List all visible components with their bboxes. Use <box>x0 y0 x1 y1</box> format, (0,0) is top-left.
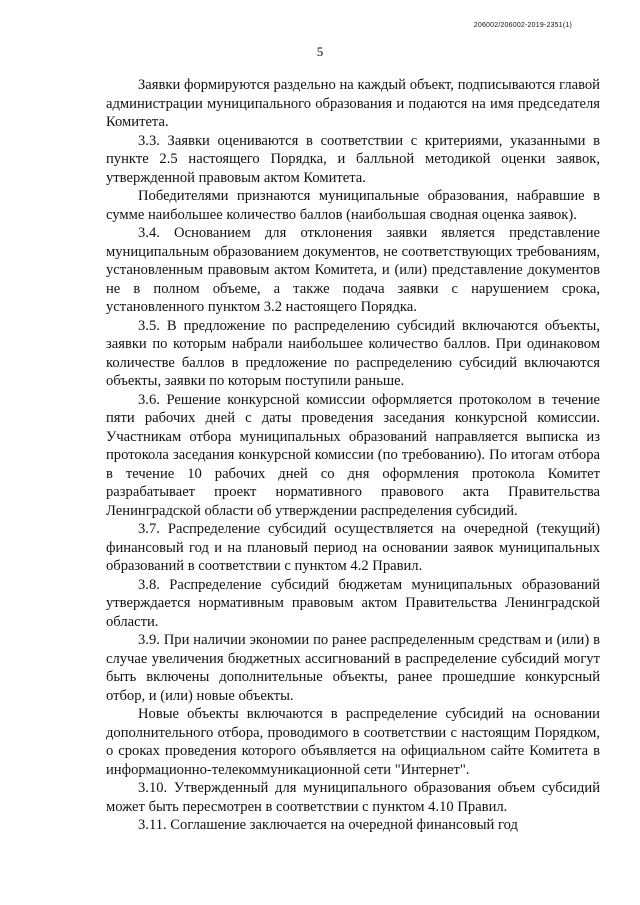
paragraph-applications-formation: Заявки формируются раздельно на каждый объект, подписываются главой администрации муниципального образования и подаются на имя председателя Комитета. <box>106 77 600 130</box>
paragraph-new-objects: Новые объекты включаются в распределение субсидий на основании дополнительного отбора, проводимого в соответствии с настоящим Порядком, о сроках проведения которого объявляется на официальном сайте Комитета в информационно-телекоммуникационной сети "Интернет". <box>106 706 600 778</box>
paragraph-3-8: 3.8. Распределение субсидий бюджетам муниципальных образований утверждается нормативным правовым актом Правительства Ленинградской области. <box>106 576 600 630</box>
paragraph-3-10: 3.10. Утвержденный для муниципального образования объем субсидий может быть пересмотрен в соответствии с пунктом 4.10 Правил. <box>106 780 600 815</box>
paragraph-3-3: 3.3. Заявки оцениваются в соответствии с критериями, указанными в пункте 2.5 настоящего Порядка, и балльной методикой оценки заявок, утвержденной правовым актом Комитета. <box>106 132 600 186</box>
paragraph-3-5: 3.5. В предложение по распределению субсидий включаются объекты, заявки по которым набрали наибольшее количество баллов. При одинаковом количестве баллов в предложение по распределению субсидий включаются объекты, заявки по которым поступили раньше. <box>106 317 600 389</box>
paragraph-3-4: 3.4. Основанием для отклонения заявки является представление муниципальным образованием документов, не соответствующих требованиям, установленным правовым актом Комитета, и (или) представление документов не в полном объеме, а также подача заявки с нарушением срока, установленного пунктом 3.2 настоящего Порядка. <box>106 225 600 315</box>
paragraph-3-6: 3.6. Решение конкурсной комиссии оформляется протоколом в течение пяти рабочих дней с даты проведения заседания конкурсной комиссии. Участникам отбора муниципальных образований направляется выписка из протокола заседания конкурсной комиссии (по требованию). По итогам отбора в течение 10 рабочих дней со дня оформления протокола Комитет разрабатывает проект нормативного правового акта Правительства Ленинградской области об утверждении распределения субсидий. <box>106 391 600 519</box>
paragraph-winners: Победителями признаются муниципальные образования, набравшие в сумме наибольшее количество баллов (наибольшая сводная оценка заявок). <box>106 188 600 223</box>
paragraph-3-9: 3.9. При наличии экономии по ранее распределенным средствам и (или) в случае увеличения бюджетных ассигнований в распределение субсидий могут быть включены дополнительные объекты, ранее прошедшие конкурсный отбор, и (или) новые объекты. <box>106 632 600 704</box>
paragraph-3-7: 3.7. Распределение субсидий осуществляется на очередной (текущий) финансовый год и на плановый период на основании заявок муниципальных образований в соответствии с пунктом 4.2 Правил. <box>106 521 600 574</box>
document-body <box>106 76 600 835</box>
document-id: 206002/206002-2019-2351(1) <box>473 22 572 29</box>
page-number: 5 <box>316 44 324 59</box>
paragraph-3-11: 3.11. Соглашение заключается на очередной финансовый год <box>138 817 518 833</box>
